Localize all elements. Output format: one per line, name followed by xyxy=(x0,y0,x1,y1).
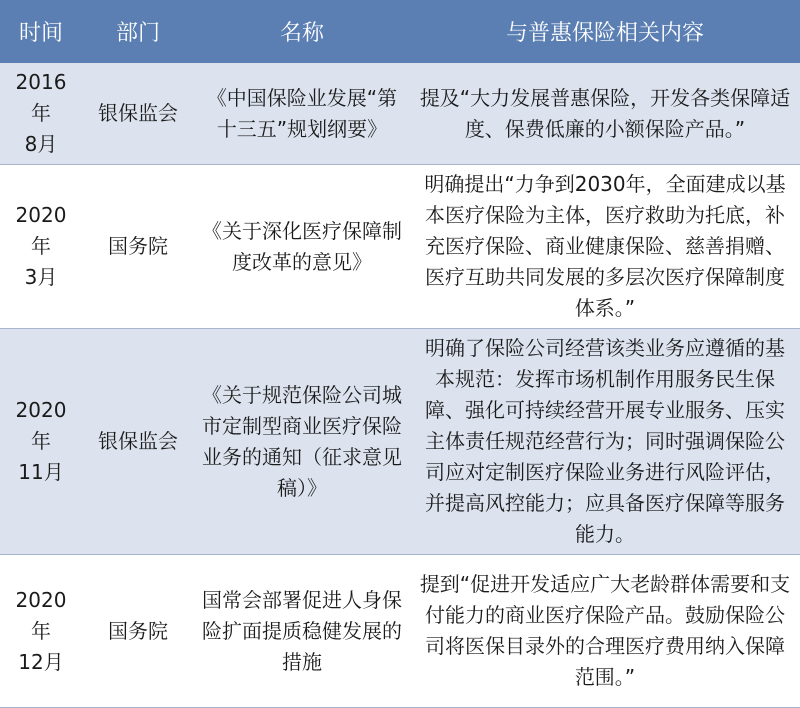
content-cell: 明确了保险公司经营该类业务应遵循的基本规范：发挥市场机制作用服务民生保障、强化可持续经营开展专业服务、压实主体责任规范经营行为；同时强调保险公司应对定制医疗保险业务进行风险评估，并提高风控能力；应具备医疗保障等服务能力。 xyxy=(410,329,800,555)
column-header-name: 名称 xyxy=(194,0,410,63)
content-cell: 明确提出“力争到2030年，全面建成以基本医疗保险为主体，医疗救助为托底，补充医疗保险、商业健康保险、慈善捐赠、医疗互助共同发展的多层次医疗保障制度体系。” xyxy=(410,165,800,329)
time-cell xyxy=(0,329,82,555)
content-cell: 提及“大力发展普惠保险，开发各类保障适度、保费低廉的小额保险产品。” xyxy=(410,63,800,165)
time-text: 2020年 12月 xyxy=(15,587,67,674)
time-text: 2020年 11月 xyxy=(15,398,67,484)
time-cell xyxy=(0,555,82,708)
time-cell xyxy=(0,63,82,165)
name-cell: 《中国保险业发展“第十三五”规划纲要》 xyxy=(194,63,410,165)
header-row xyxy=(0,0,800,63)
table-row xyxy=(0,329,800,555)
time-text: 2020年 3月 xyxy=(15,203,67,289)
time-text: 2016年 8月 xyxy=(15,70,67,156)
name-cell: 《关于规范保险公司城市定制型商业医疗保险业务的通知（征求意见稿）》 xyxy=(194,329,410,555)
column-header-department: 部门 xyxy=(82,0,194,63)
department-cell: 银保监会 xyxy=(82,63,194,165)
department-cell: 国务院 xyxy=(82,555,194,708)
department-cell: 国务院 xyxy=(82,165,194,329)
department-cell: 银保监会 xyxy=(82,329,194,555)
time-cell xyxy=(0,165,82,329)
table-row xyxy=(0,555,800,708)
table-row xyxy=(0,63,800,165)
name-cell: 《关于深化医疗保障制度改革的意见》 xyxy=(194,165,410,329)
column-header-content: 与普惠保险相关内容 xyxy=(410,0,800,63)
table-header xyxy=(0,0,800,63)
name-cell: 国常会部署促进人身保险扩面提质稳健发展的措施 xyxy=(194,555,410,708)
table-body xyxy=(0,63,800,708)
table-row xyxy=(0,165,800,329)
column-header-time: 时间 xyxy=(0,0,82,63)
content-cell: 提到“促进开发适应广大老龄群体需要和支付能力的商业医疗保险产品。鼓励保险公司将医保目录外的合理医疗费用纳入保障范围。” xyxy=(410,555,800,708)
